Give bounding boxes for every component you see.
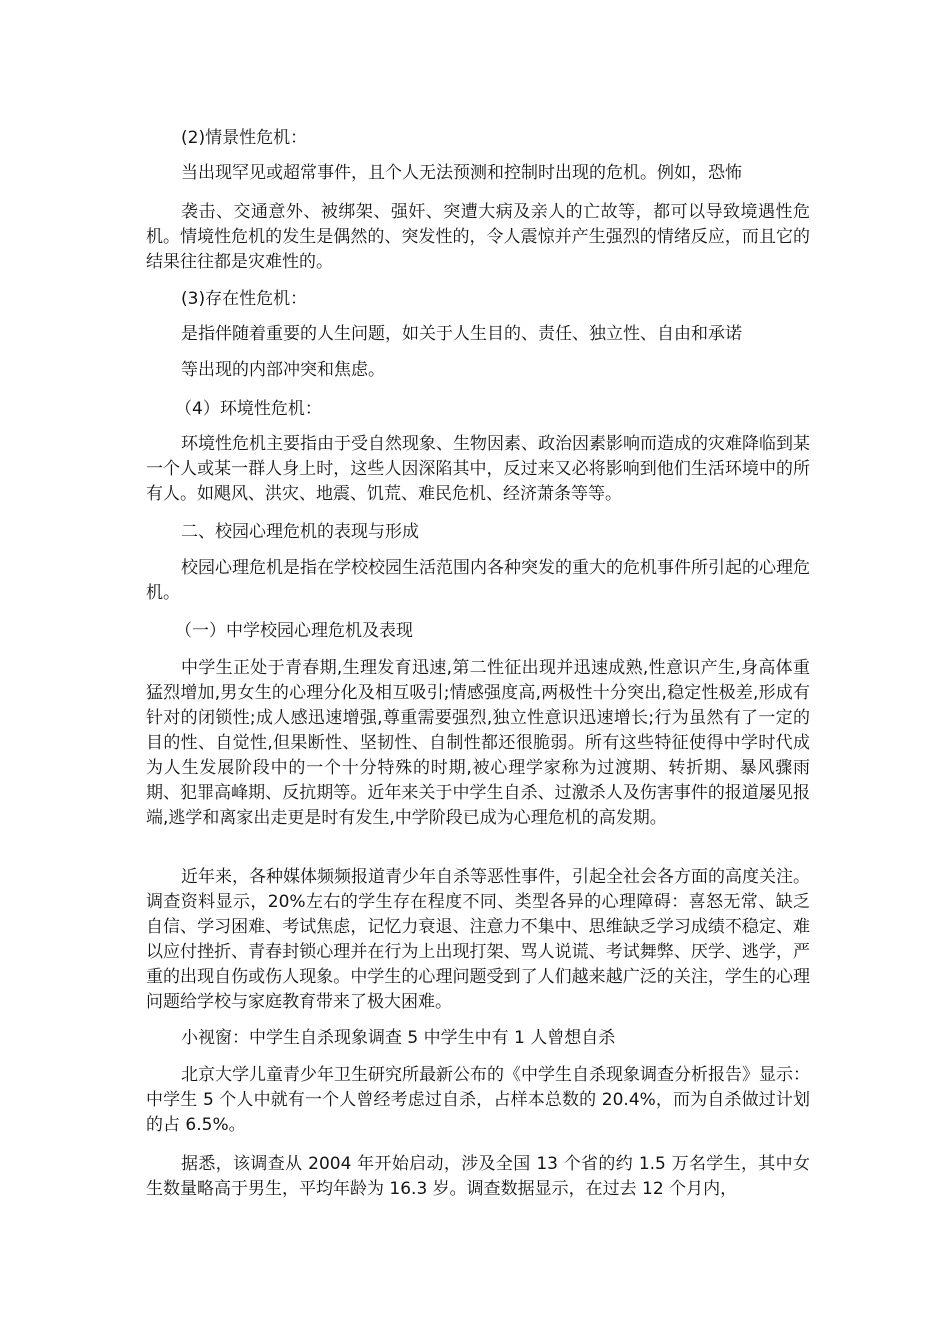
heading-environmental-crisis: （4）环境性危机： — [175, 399, 322, 419]
sidebar-window-title: 小视窗：中学生自杀现象调查 5 中学生中有 1 人曾想自杀 — [181, 1028, 616, 1048]
subsection-title-middle-school: （一）中学校园心理危机及表现 — [175, 621, 413, 641]
heading-situational-crisis: (2)情景性危机： — [181, 128, 308, 148]
paragraph-text: 袭击、交通意外、被绑架、强奸、突遭大病及亲人的亡故等，都可以导致境遇性危机。情境性危机的发生是偶然的、突发性的，令人震惊并产生强烈的情绪反应，而且它的结果往往都是灾难性的。 — [146, 202, 810, 272]
paragraph-text: 等出现的内部冲突和焦虑。 — [181, 360, 385, 380]
heading-existential-crisis: (3)存在性危机： — [181, 289, 308, 309]
paragraph-text: 是指伴随着重要的人生问题，如关于人生目的、责任、独立性、自由和承诺 — [181, 324, 742, 344]
paragraph-middle-school: 中学生正处于青春期,生理发育迅速,第二性征出现并迅速成熟,性意识产生,身高体重猛烈增加,男女生的心理分化及相互吸引;情感强度高,两极性十分突出,稳定性极差,形成有针对的闭锁性;成人感迅速增强,尊重需要强烈,独立性意识迅速增长;行为虽然有了一定的目的性、自觉性,但果断性、坚韧性、自制性都还很脆弱。所有这些特征使得中学时代成为人生发展阶段中的一个十分特殊的时期,被心理学家称为过渡期、转折期、暴风骤雨期、犯罪高峰期、反抗期等。近年来关于中学生自杀、过激杀人及伤害事件的报道屡见报端,逃学和离家出走更是时有发生,中学阶段已成为心理危机的高发期。 — [146, 658, 810, 828]
section-title-campus-crisis: 二、校园心理危机的表现与形成 — [181, 522, 419, 542]
paragraph-environmental: 环境性危机主要指由于受自然现象、生物因素、政治因素影响而造成的灾难降临到某一个人或某一群人身上时，这些人因深陷其中，反过来又必将影响到他们生活环境中的所有人。如飓风、洪灾、地震、饥荒、难民危机、经济萧条等等。 — [146, 434, 810, 504]
paragraph-recent-years: 近年来，各种媒体频频报道青少年自杀等恶性事件，引起全社会各方面的高度关注。调查资料显示，20%左右的学生存在程度不同、类型各异的心理障碍：喜怒无常、缺乏自信、学习困难、考试焦虑，记忆力衰退、注意力不集中、思维缺乏学习成绩不稳定、难以应付挫折、青春封锁心理并在行为上出现打架、骂人说谎、考试舞弊、厌学、逃学，严重的出现自伤或伤人现象。中学生的心理问题受到了人们越来越广泛的关注，学生的心理问题给学校与家庭教育带来了极大困难。 — [146, 867, 810, 1012]
paragraph-campus-definition: 校园心理危机是指在学校校园生活范围内各种突发的重大的危机事件所引起的心理危机。 — [146, 558, 810, 603]
paragraph-survey: 据悉，该调查从 2004 年开始启动，涉及全国 13 个省的约 1.5 万名学生，其中女生数量略高于男生，平均年龄为 16.3 岁。调查数据显示，在过去 12 个月内， — [146, 1154, 810, 1199]
paragraph-situational-line1 — [146, 161, 810, 186]
paragraph-text: 当出现罕见或超常事件，且个人无法预测和控制时出现的危机。例如，恐怖 — [181, 163, 742, 183]
paragraph-existential-line1 — [146, 322, 810, 347]
paragraph-existential-line2 — [146, 358, 810, 383]
paragraph-pku-report: 北京大学儿童青少年卫生研究所最新公布的《中学生自杀现象调查分析报告》显示：中学生 5 个人中就有一个人曾经考虑过自杀，占样本总数的 20.4%，而为自杀做过计划的占 6.5%。 — [146, 1065, 810, 1135]
paragraph-situational-body — [146, 200, 810, 275]
